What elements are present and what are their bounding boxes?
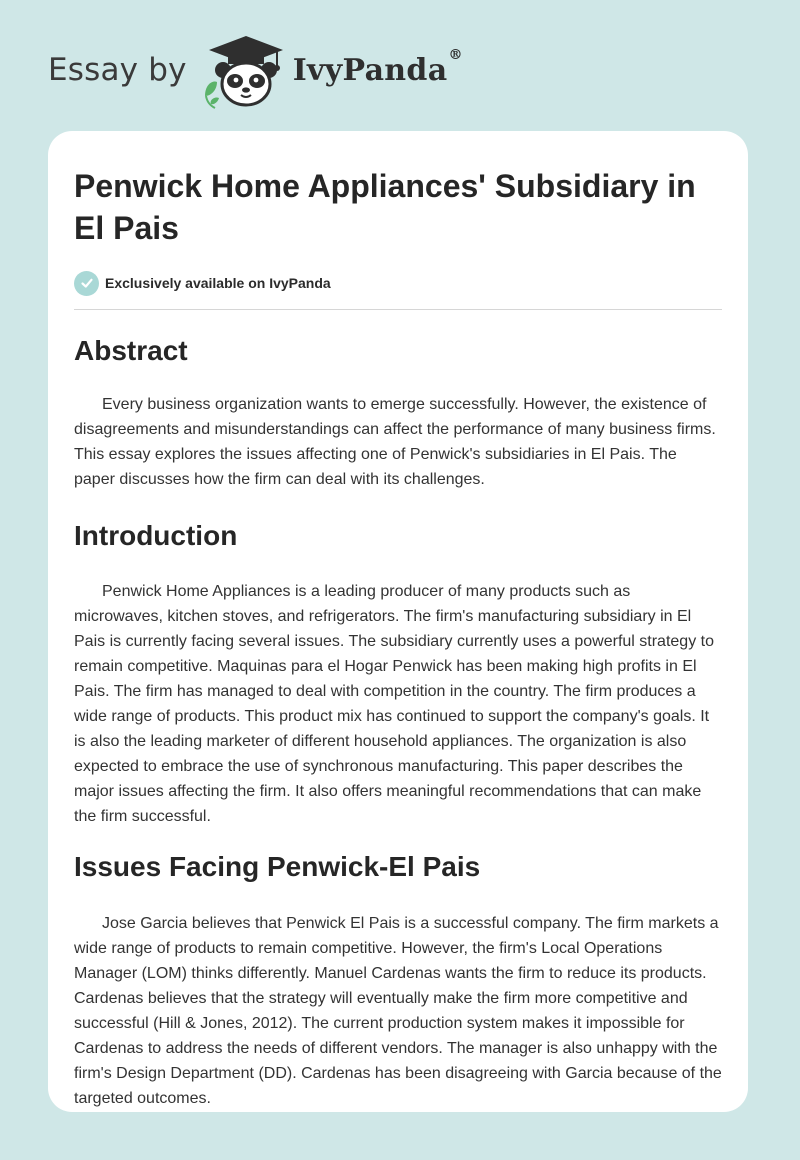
brand-header[interactable] <box>48 30 463 110</box>
panda-graduate-icon <box>201 30 291 110</box>
registered-mark: ® <box>448 46 463 63</box>
essay-card <box>48 131 748 1112</box>
essay-title: Penwick Home Appliances' Subsidiary in El Pais <box>74 168 696 246</box>
check-icon <box>74 271 99 296</box>
brand-prefix: Essay by <box>48 52 187 88</box>
paragraph-issues: Jose Garcia believes that Penwick El Pais is a successful company. The firm markets a wide range of products to remain competitive. However, the firm's Local Operations Manager (LOM) thinks differently. Manuel Cardenas wants the firm to reduce its products. Cardenas believes that the strategy will eventually make the firm more competitive and successful (Hill & Jones, 2012). The current production system makes it impossible for Cardenas to address the needs of different vendors. The manager is also unhappy with the firm's Design Department (DD). Cardenas has been disagreeing with Garcia because of the targeted outcomes. <box>74 915 722 1107</box>
brand-name-text: IvyPanda <box>292 52 448 88</box>
brand-name <box>292 46 463 88</box>
section-heading-issues: Issues Facing Penwick-El Pais <box>74 851 481 882</box>
paragraph-abstract: Every business organization wants to emerge successfully. However, the existence of disagreements and misunderstandings can affect the performance of many business firms. This essay explores the issues affecting one of Penwick's subsidiaries in El Pais. The paper discusses how the firm can deal with its challenges. <box>74 396 716 488</box>
title-divider <box>74 309 722 310</box>
section-heading-introduction: Introduction <box>74 520 238 551</box>
exclusive-badge <box>74 269 722 297</box>
paragraph-introduction: Penwick Home Appliances is a leading producer of many products such as microwaves, kitchen stoves, and refrigerators. The firm's manufacturing subsidiary in El Pais is currently facing several issues. The subsidiary currently uses a powerful strategy to remain competitive. Maquinas para el Hogar Penwick has been making high profits in El Pais. The firm has managed to deal with competition in the country. The firm produces a wide range of products. This product mix has continued to support the company's goals. It is also the leading marketer of different household appliances. The organization is also expected to embrace the use of synchronous manufacturing. This paper describes the major issues affecting the firm. It also offers meaningful recommendations that can make the firm successful. <box>74 583 714 825</box>
exclusive-label: Exclusively available on IvyPanda <box>105 275 331 291</box>
section-heading-abstract: Abstract <box>74 335 188 366</box>
